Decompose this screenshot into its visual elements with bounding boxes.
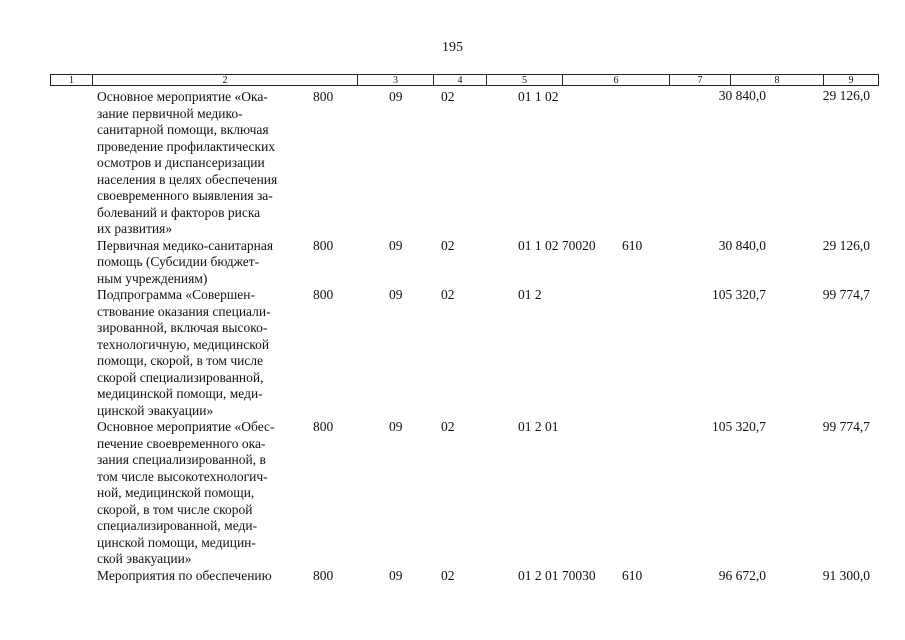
- name-line: ской эвакуации»: [97, 551, 192, 566]
- cell-col3: 800: [313, 567, 334, 583]
- name-line: своевременного выявления за-: [97, 188, 273, 203]
- cell-col9: 29 126,0: [822, 237, 870, 253]
- name-line: ной, медицинской помощи,: [97, 485, 255, 500]
- name-line: зированной, включая высоко-: [97, 320, 268, 335]
- name-line: ствование оказания специали-: [97, 303, 271, 319]
- cell-col6: 01 1 02 70020: [518, 237, 596, 253]
- name-line: цинской эвакуации»: [97, 402, 214, 418]
- name-line: зания специализированной, в: [97, 452, 266, 467]
- name-line: Подпрограмма «Совершен-: [97, 287, 255, 302]
- page-number: 195: [442, 40, 463, 55]
- cell-col8: 105 320,7: [712, 419, 766, 434]
- cell-col5: 02: [441, 287, 455, 302]
- table-row: [0, 287, 905, 419]
- cell-col7: 610: [622, 237, 643, 253]
- cell-col4: 09: [389, 419, 403, 434]
- row-name: [97, 238, 302, 288]
- cell-col9: 99 774,7: [822, 287, 870, 302]
- cell-col6: 01 2: [518, 287, 542, 302]
- row-name: [97, 568, 302, 585]
- name-line: осмотров и диспансеризации: [97, 155, 265, 170]
- name-line: помощь (Субсидии бюджет-: [97, 254, 260, 269]
- row-name: [97, 89, 302, 238]
- column-header: 8: [731, 75, 824, 86]
- name-line: технологичную, медицинской: [97, 336, 270, 352]
- cell-col5: 02: [441, 89, 455, 104]
- name-line: Первичная медико-санитарная: [97, 237, 274, 253]
- table-row: [0, 568, 905, 585]
- name-line: Мероприятия по обеспечению: [97, 567, 272, 583]
- cell-col9: 99 774,7: [822, 419, 870, 434]
- name-line: санитарной помощи, включая: [97, 122, 269, 137]
- table-row: [0, 89, 905, 238]
- column-header: 4: [434, 75, 487, 86]
- name-line: скорой, в том числе скорой: [97, 501, 253, 517]
- name-line: ным учреждениям): [97, 270, 208, 286]
- cell-col6: 01 1 02: [518, 89, 559, 104]
- cell-col3: 800: [313, 287, 334, 302]
- cell-col9: 91 300,0: [822, 567, 870, 583]
- table-row: [0, 419, 905, 568]
- name-line: помощи, скорой, в том числе: [97, 353, 264, 368]
- column-header: 2: [93, 75, 358, 86]
- cell-col9: 29 126,0: [822, 88, 870, 103]
- cell-col4: 09: [389, 287, 403, 302]
- cell-col8: 30 840,0: [718, 88, 766, 103]
- row-name: [97, 287, 302, 419]
- name-line: скорой специализированной,: [97, 369, 264, 385]
- column-header: 9: [848, 75, 854, 86]
- name-line: проведение профилактических: [97, 138, 276, 154]
- cell-col4: 09: [389, 567, 403, 583]
- cell-col3: 800: [313, 237, 334, 253]
- cell-col5: 02: [441, 419, 455, 434]
- cell-col6: 01 2 01: [518, 419, 559, 434]
- name-line: Основное мероприятие «Ока-: [97, 89, 268, 104]
- cell-col6: 01 2 01 70030: [518, 567, 596, 583]
- table-header-row: [50, 74, 879, 86]
- name-line: их развития»: [97, 221, 173, 236]
- name-line: специализированной, меди-: [97, 518, 258, 533]
- cell-col7: 610: [622, 567, 643, 583]
- cell-col3: 800: [313, 89, 334, 104]
- name-line: том числе высокотехнологич-: [97, 468, 268, 484]
- column-header: 5: [487, 75, 563, 86]
- name-line: зание первичной медико-: [97, 105, 243, 121]
- name-line: печение своевременного ока-: [97, 435, 266, 451]
- column-header: 3: [358, 75, 434, 86]
- cell-col8: 30 840,0: [718, 237, 766, 253]
- cell-col3: 800: [313, 419, 334, 434]
- cell-col4: 09: [389, 89, 403, 104]
- column-header: 1: [51, 75, 93, 86]
- table-body: [0, 89, 905, 584]
- name-line: Основное мероприятие «Обес-: [97, 419, 275, 434]
- row-name: [97, 419, 302, 568]
- table-row: [0, 238, 905, 288]
- cell-col8: 96 672,0: [718, 567, 766, 583]
- cell-col4: 09: [389, 237, 403, 253]
- name-line: населения в целях обеспечения: [97, 171, 278, 187]
- name-line: цинской помощи, медицин-: [97, 534, 256, 550]
- cell-col5: 02: [441, 237, 455, 253]
- name-line: медицинской помощи, меди-: [97, 386, 263, 401]
- column-header: 7: [670, 75, 731, 86]
- column-header: 6: [563, 75, 670, 86]
- name-line: болеваний и факторов риска: [97, 204, 261, 220]
- cell-col5: 02: [441, 567, 455, 583]
- cell-col8: 105 320,7: [712, 287, 766, 302]
